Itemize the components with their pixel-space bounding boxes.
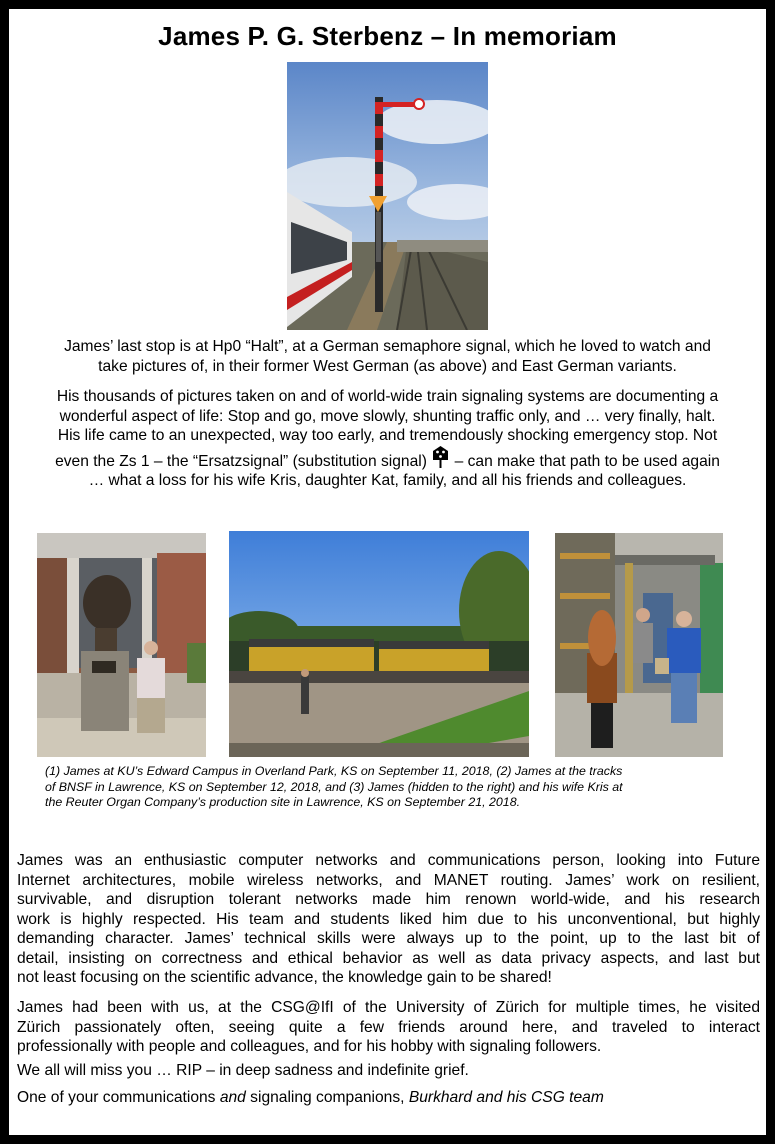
zurich-line: James had been with us, at the CSG@IfI of the University of Zürich for multiple times, he visited [17, 999, 760, 1016]
career-line: detail, insisting on correctness and ethical behavior as well as data privacy aspects, and last but [17, 949, 760, 967]
intro-paragraph [19, 337, 756, 376]
signaling-line: His life came to an unexpected, way too early, and tremendously shocking emergency stop. Not [57, 427, 718, 444]
signaling-line-part: – can make that path to be used again [454, 452, 720, 470]
signaling-line: His thousands of pictures taken on and of world-wide train signaling systems are documenting a [56, 388, 719, 405]
signature-team: Burkhard and his CSG team [408, 1089, 604, 1106]
memorial-page [9, 9, 766, 1135]
zs1-signal-icon [433, 446, 448, 468]
farewell-line: We all will miss you … RIP – in deep sadness and indefinite grief. [17, 1062, 469, 1079]
career-line: work is highly respected. His team and students liked him due to his unconventional, but highly [17, 910, 760, 928]
signature-line [17, 1088, 760, 1108]
zurich-line: Zürich passionately often, seeing quite a few friends around here, and traveled to interact [17, 1018, 760, 1036]
organ-company-photo [555, 533, 723, 757]
career-line: not least focusing on the scientific advance, the knowledge gain to be shared! [17, 969, 552, 986]
zurich-paragraph [17, 998, 760, 1057]
zurich-line: professionally with people and colleagues, and for his hobby with signaling followers. [17, 1038, 602, 1055]
career-paragraph [17, 851, 760, 988]
semaphore-signal-photo [287, 62, 488, 330]
signaling-line: wonderful aspect of life: Stop and go, move slowly, shunting traffic only, and … very finally, halt. [59, 407, 716, 425]
signaling-line: … what a loss for his wife Kris, daughter Kat, family, and all his friends and colleagues. [88, 472, 687, 489]
caption-line: the Reuter Organ Company’s production site in Lawrence, KS on September 21, 2018. [45, 795, 521, 809]
signature-emphasis: and [219, 1089, 246, 1106]
photo-caption [45, 764, 735, 811]
career-line: James was an enthusiastic computer networks and communications person, looking into Future [17, 852, 760, 869]
caption-line: of BNSF in Lawrence, KS on September 12, 2018, and (3) James (hidden to the right) and his wife Kris at [45, 779, 623, 794]
signature-part: One of your communications [17, 1089, 220, 1106]
signaling-line-part: even the Zs 1 – the “Ersatzsignal” (substitution signal) [55, 452, 427, 470]
campus-photo [37, 533, 206, 757]
signaling-paragraph [17, 387, 758, 491]
signaling-line-with-icon [17, 446, 758, 472]
signature-part: signaling companions, [245, 1089, 409, 1106]
career-line: survivable, and disruption tolerant networks made him renown world-wide, and his research [17, 891, 760, 908]
career-line: Internet architectures, mobile wireless networks, and MANET routing. James’ work on resilient, [17, 871, 760, 889]
career-line: demanding character. James’ technical skills were always up to the point, up to the last bit of [17, 930, 760, 947]
page-title: James P. G. Sterbenz – In memoriam [158, 21, 617, 51]
intro-line: take pictures of, in their former West German (as above) and East German variants. [98, 357, 677, 375]
intro-line: James’ last stop is at Hp0 “Halt”, at a German semaphore signal, which he loved to watch and [64, 338, 711, 355]
caption-line: (1) James at KU’s Edward Campus in Overland Park, KS on September 11, 2018, (2) James at the tracks [45, 764, 623, 778]
tracks-photo [229, 531, 529, 757]
